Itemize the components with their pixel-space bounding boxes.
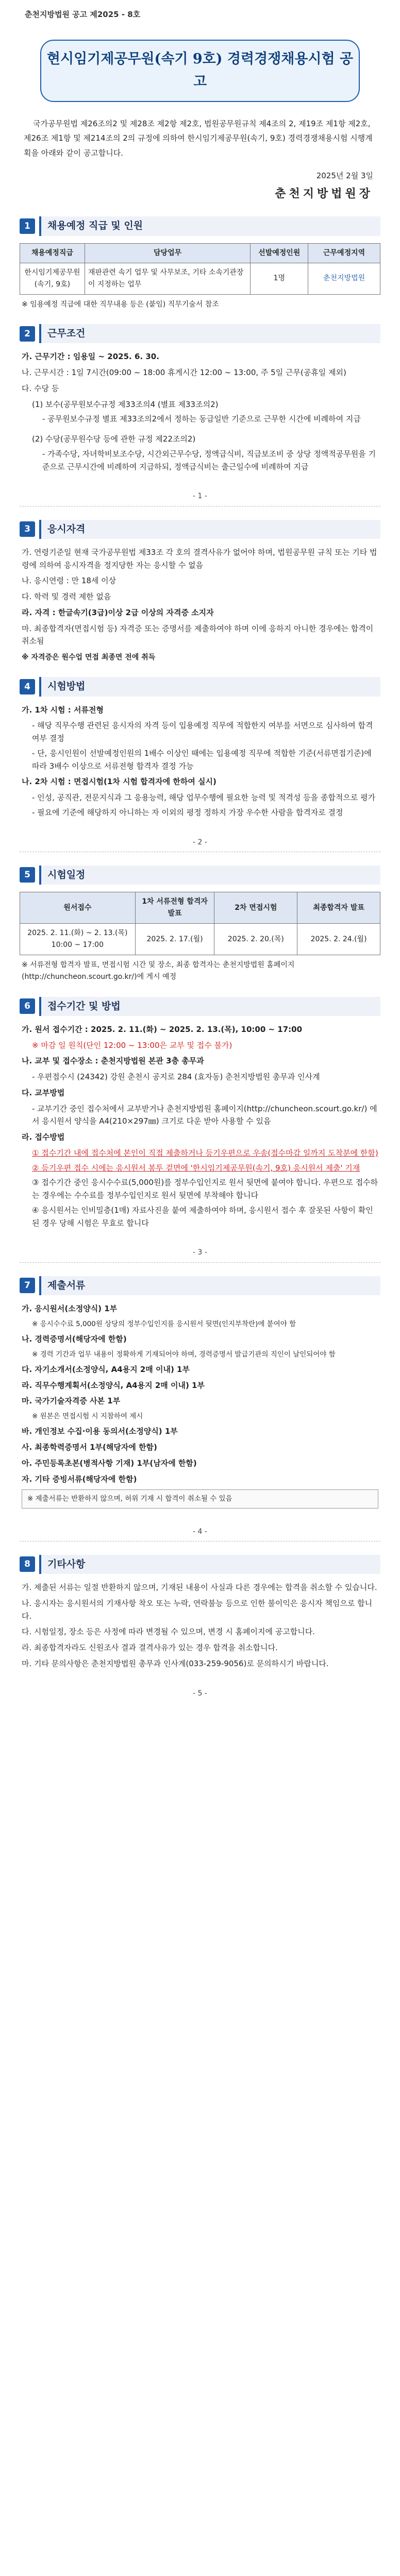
list-item: 라. 자격 : 한글속기(3급)이상 2급 이상의 자격증 소지자 [22,607,214,617]
section-title: 근무조건 [39,324,380,343]
list-item: 가. 연령기준일 현재 국가공무원법 제33조 각 호의 결격사유가 없어야 하며, 법원공무원 규칙 또는 기타 법령에 의하여 응시자격을 정지당한 자는 응시할 수 없음 [22,547,377,570]
table-header: 담당업무 [85,243,251,263]
table-header: 1차 서류전형 합격자 발표 [135,892,214,924]
list-item: - 해당 직무수행 관련된 응시자의 자격 등이 입용예정 직무에 적합한지 여부를 서면으로 심사하여 합격 여부 결정 [32,721,373,743]
section-title: 기타사항 [39,1555,380,1574]
section-note: ※ 임용예정 직급에 대한 직무내용 등은 (붙임) 직무기술서 참조 [22,300,219,309]
notice-number: 춘천지방법원 공고 제2025 - 8호 [25,10,141,19]
table-cell: 2025. 2. 17.(월) [135,924,214,955]
section-8-header [20,1555,380,1574]
section-number: 2 [20,326,35,342]
list-item: - 우편접수시 (24342) 강원 춘천시 공지로 284 (효자동) 춘천지방법원 총무과 인사계 [32,1072,320,1082]
table-cell: 2025. 2. 11.(화) ~ 2. 13.(목) 10:00 ~ 17:00 [20,924,136,955]
notice-title: 현시임기제공무원(속기 9호) 경력경쟁채용시험 공고 [40,40,360,102]
list-item: ※ 경력 기간과 업무 내용이 정확하게 기재되어야 하며, 경력증명서 발급기관의 직인이 날인되어야 함 [32,1350,336,1359]
section-number: 7 [20,1278,35,1293]
list-item: 다. 자기소개서(소정양식, A4용지 2매 이내) 1부 [22,1364,190,1374]
section-7-header [20,1276,380,1295]
list-item: 다. 수당 등 [22,383,59,393]
list-item: ④ 응시원서는 인비밀층(1매) 자료사진을 붙여 제출하여야 하며, 응시원서 접수 후 잘못된 사항이 확인된 경우 당해 시험은 무효로 합니다 [32,1205,373,1228]
list-item: 가. 1차 시험 : 서류전형 [22,705,104,715]
section-title: 응시자격 [39,520,380,539]
list-item: 마. 기타 문의사항은 춘천지방법원 총무과 인사계(033-259-9056)로 문의하시기 바랍니다. [22,1658,329,1668]
list-item: - 교부기간 중인 접수처에서 교부받거나 춘천지방법원 홈페이지(http://chuncheon.scourt.go.kr/) 에서 응시원서 양식을 A4(210×297㎜) 크기로 다운 받아 사용할 수 있음 [32,1104,377,1126]
list-item: 나. 근무시간 : 1일 7시간(09:00 ~ 18:00 휴게시간 12:00 ~ 13:00, 주 5일 근무(공휴일 제외) [22,368,346,378]
table-cell: 2025. 2. 20.(목) [214,924,297,955]
table-cell: 1명 [251,263,308,294]
list-item: 가. 원서 접수기간 : 2025. 2. 11.(화) ~ 2025. 2. 13.(목), 10:00 ~ 17:00 [22,1024,303,1034]
table-header: 최종합격자 발표 [297,892,380,924]
list-item: 나. 경력증명서(해당자에 한함) [22,1334,127,1344]
list-item: 마. 최종합격자(면접시험 등) 자격증 또는 증명서를 제출하여야 하며 이에 응하지 아니한 경우에는 합격이 취소됨 [22,623,374,646]
section-number: 4 [20,679,35,694]
table-cell: 춘천지방법원 [308,263,380,294]
list-item: ① 접수기간 내에 접수처에 본인이 직접 제출하거나 등기우편으로 우송(접수마감 일까지 도착분에 한함) [32,1148,378,1158]
list-item: 다. 교부방법 [22,1088,65,1097]
section-title: 시험일정 [39,866,380,885]
table-cell: 한시임기제공무원 (속기, 9호) [20,263,85,294]
list-item: - 단, 응시인원이 선발예정인원의 1배수 이상인 때에는 입용예정 직무에 적합한 기준(서류면접기준)에 따라 3배수 이상으로 서류전형 합격자 결정 가능 [32,748,372,771]
section-6-header [20,997,380,1016]
page-divider [20,1262,380,1263]
table-cell: 재판관련 속기 업무 및 사무보조, 기타 소속기관장이 지정하는 업무 [85,263,251,294]
table-header: 근무예정지역 [308,243,380,263]
section-title: 접수기간 및 방법 [39,997,380,1016]
list-item: 나. 교부 및 접수장소 : 춘천지방법원 본관 3층 총무과 [22,1056,204,1066]
section-2-header [20,324,380,343]
list-item: 가. 근무기간 : 임용일 ~ 2025. 6. 30. [22,352,159,362]
page-number: - 2 - [193,838,207,846]
list-item: 다. 시험일정, 장소 등은 사정에 따라 변경될 수 있으며, 변경 시 홈페이지에 공고합니다. [22,1627,315,1637]
list-item: ② 등기우편 접수 시에는 응시원서 봉투 겉면에 '한시임기제공무원(속기, 9호) 응시원서 제출' 기재 [32,1163,360,1173]
list-item: 아. 주민등록초본(병적사항 기재) 1부(남자에 한함) [22,1458,197,1468]
section-1-header [20,216,380,235]
table-header: 채용예정직급 [20,243,85,263]
intro-paragraph: 국가공무원법 제26조의2 및 제28조 제2항 제2호, 법원공무원규칙 제4조의 2, 제19조 제1항 제2호, 제26조 제1항 및 제214조의 2의 규정에 의하여 한시임기제공무원(속기, 9호) 경력경쟁채용시험 시행계획을 아래와 같이 공고합니다. [24,118,373,158]
section-3-header [20,520,380,539]
list-item: 라. 최종합격자라도 신원조사 결과 결격사유가 있는 경우 합격을 취소합니다. [22,1643,278,1653]
list-item: - 인성, 공직관, 전문지식과 그 응용능력, 해당 업무수행에 필요한 능력 및 적격성 등을 종합적으로 평가 [32,793,376,803]
list-item: - 가족수당, 자녀학비보조수당, 시간외근무수당, 정액급식비, 직급보조비 중 상당 정액적공무원을 기준으로 근무시간에 비례하여 지급하되, 정액급식비는 출근일수에 비례하여 지급 [42,449,376,471]
section-title: 시험방법 [39,677,380,696]
section-number: 8 [20,1556,35,1572]
list-item: 바. 개인정보 수집·이용 동의서(소정양식) 1부 [22,1427,178,1436]
list-item: ※ 마감 일 원칙(단인 12:00 ~ 13:00은 교부 및 접수 불가) [32,1040,232,1050]
schedule-table [20,892,380,955]
list-item: 나. 2차 시험 : 면접시험(1차 시험 합격자에 한하여 실시) [22,777,216,787]
page-number: - 3 - [193,1248,207,1257]
notice-date: 2025년 2월 3일 [316,171,373,181]
list-item: 마. 국가기술자격증 사본 1부 [22,1396,121,1406]
list-item: ※ 응시수수료 5,000원 상당의 정부수입인지를 응시원서 뒷면(인지부착란)에 붙여야 함 [32,1319,296,1328]
section-number: 3 [20,521,35,537]
list-item: 가. 응시원서(소정양식) 1부 [22,1303,118,1313]
table-header: 원서접수 [20,892,136,924]
list-item: - 필요에 기준에 해당하지 아니하는 자 이외의 평정 정하지 가장 우수한 사람을 합격자로 결정 [32,807,343,817]
boxed-note: ※ 제출서류는 반환하지 않으며, 허위 기재 시 합격이 취소될 수 있음 [22,1489,378,1508]
section-note: ※ 자격증은 원수업 면접 최종면 전에 취득 [22,653,156,662]
list-item: - 공무원보수규정 별표 제33조의2에서 정하는 동급일반 기준으로 근무한 시간에 비례하여 지급 [42,414,361,424]
table-cell: 2025. 2. 24.(월) [297,924,380,955]
list-item: ※ 원본은 면접시험 시 지참하여 제시 [32,1412,143,1421]
section-number: 6 [20,998,35,1014]
table-header: 2차 면접시험 [214,892,297,924]
table-header: 선발예정인원 [251,243,308,263]
list-item: 나. 응시연령 : 만 18세 이상 [22,576,116,586]
section-5-header [20,866,380,885]
list-item: 사. 최종학력증명서 1부(해당자에 한함) [22,1443,157,1452]
position-table [20,243,380,295]
list-item: 나. 응시자는 응시원서의 기재사항 착오 또는 누락, 연락불능 등으로 인한 불이익은 응시자 책임으로 합니다. [22,1598,373,1621]
page-number: - 4 - [193,1527,207,1536]
section-title: 제출서류 [39,1276,380,1295]
section-title: 채용예정 직급 및 인원 [39,216,380,235]
page-number: - 5 - [193,1689,207,1698]
section-4-header [20,677,380,696]
issuing-org: 춘천지방법원장 [275,187,373,201]
section-note: ※ 서류전형 합격자 발표, 면접시험 시간 및 장소, 최종 합격자는 춘천지방법원 홈페이지(http://chuncheon.scourt.go.kr/)에 게시 예정 [22,961,295,981]
list-item: (1) 보수(공무원보수규정 제33조의4 (별표 제33조의2) [32,399,219,409]
page-number: - 1 - [193,492,207,501]
list-item: ③ 접수기간 중인 응시수수료(5,000원)를 정부수입인지로 원서 뒷면에 붙여야 합니다. 우편으로 접수하는 경우에는 수수료를 정부수입인지로 원서 뒷면에 부착해야 합니다 [32,1178,378,1200]
list-item: 다. 학력 및 경력 제한 없음 [22,592,111,602]
list-item: 라. 직무수행계획서(소정양식, A4용지 2매 이내) 1부 [22,1380,205,1390]
list-item: 라. 접수방법 [22,1132,65,1142]
section-number: 5 [20,867,35,883]
section-number: 1 [20,218,35,234]
list-item: 가. 제출된 서류는 일절 반환하지 않으며, 기재된 내용이 사실과 다른 경우에는 합격을 취소할 수 있습니다. [22,1583,377,1592]
list-item: (2) 수당(공무원수당 등에 관한 규정 제22조의2) [32,434,196,444]
list-item: 자. 기타 증빙서류(해당자에 한함) [22,1474,137,1484]
